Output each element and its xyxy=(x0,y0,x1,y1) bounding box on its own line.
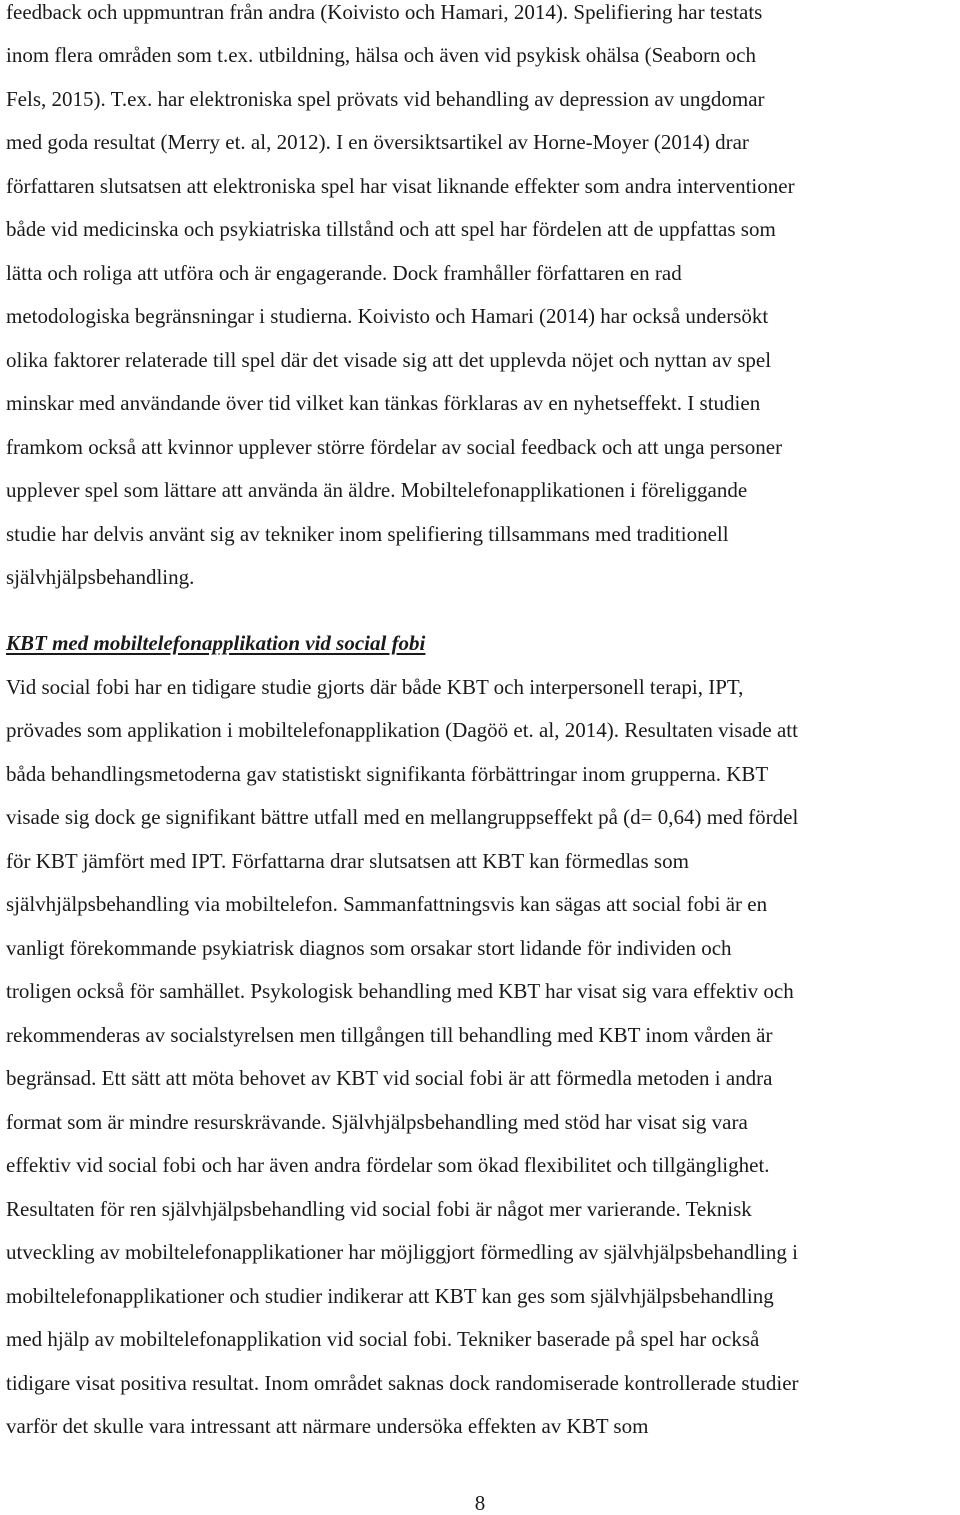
text-line: olika faktorer relaterade till spel där det visade sig att det upplevda nöjet och nyttan av spel xyxy=(6,348,772,372)
text-line: inom flera områden som t.ex. utbildning, hälsa och även vid psykisk ohälsa (Seaborn och xyxy=(6,43,757,67)
text-line: visade sig dock ge signifikant bättre utfall med en mellangruppseffekt på (d= 0,64) med fördel xyxy=(6,805,799,829)
text-line: Resultaten för ren självhjälpsbehandling vid social fobi är något mer varierande. Teknisk xyxy=(6,1197,752,1221)
text-line: begränsad. Ett sätt att möta behovet av KBT vid social fobi är att förmedla metoden i andra xyxy=(6,1066,773,1090)
text-line: vanligt förekommande psykiatrisk diagnos som orsakar stort lidande för individen och xyxy=(6,936,732,960)
text-line: format som är mindre resurskrävande. Självhjälpsbehandling med stöd har visat sig vara xyxy=(6,1110,748,1134)
text-line: upplever spel som lättare att använda än äldre. Mobiltelefonapplikationen i föreliggande xyxy=(6,478,748,502)
text-line: Vid social fobi har en tidigare studie gjorts där både KBT och interpersonell terapi, IPT, xyxy=(6,675,744,699)
text-line: för KBT jämfört med IPT. Författarna drar slutsatsen att KBT kan förmedlas som xyxy=(6,849,689,873)
text-line: varför det skulle vara intressant att närmare undersöka effekten av KBT som xyxy=(6,1414,649,1438)
text-line: författaren slutsatsen att elektroniska spel har visat liknande effekter som andra interventioner xyxy=(6,174,795,198)
text-line: mobiltelefonapplikationer och studier indikerar att KBT kan ges som självhjälpsbehandling xyxy=(6,1284,774,1308)
text-line: med hjälp av mobiltelefonapplikation vid social fobi. Tekniker baserade på spel har också xyxy=(6,1327,760,1351)
text-line: båda behandlingsmetoderna gav statistiskt signifikanta förbättringar inom grupperna. KBT xyxy=(6,762,769,786)
text-line: minskar med användande över tid vilket kan tänkas förklaras av en nyhetseffekt. I studien xyxy=(6,391,761,415)
text-line: både vid medicinska och psykiatriska tillstånd och att spel har fördelen att de uppfattas som xyxy=(6,217,776,241)
text-line: framkom också att kvinnor upplever större fördelar av social feedback och att unga personer xyxy=(6,435,783,459)
text-line: rekommenderas av socialstyrelsen men tillgången till behandling med KBT inom vården är xyxy=(6,1023,773,1047)
text-line: Fels, 2015). T.ex. har elektroniska spel prövats vid behandling av depression av ungdomar xyxy=(6,87,765,111)
section-heading: KBT med mobiltelefonapplikation vid social fobi xyxy=(6,631,426,655)
text-line: lätta och roliga att utföra och är engagerande. Dock framhåller författaren en rad xyxy=(6,261,682,285)
text-line: tidigare visat positiva resultat. Inom området saknas dock randomiserade kontrollerade studier xyxy=(6,1371,799,1395)
text-line: självhjälpsbehandling via mobiltelefon. Sammanfattningsvis kan sägas att social fobi är en xyxy=(6,892,768,916)
text-line: effektiv vid social fobi och har även andra fördelar som ökad flexibilitet och tillgänglighet. xyxy=(6,1153,770,1177)
text-line: utveckling av mobiltelefonapplikationer har möjliggjort förmedling av självhjälpsbehandling i xyxy=(6,1240,798,1264)
text-line: studie har delvis använt sig av tekniker inom spelifiering tillsammans med traditionell xyxy=(6,522,729,546)
text-line: troligen också för samhället. Psykologisk behandling med KBT har visat sig vara effektiv och xyxy=(6,979,794,1003)
text-line: metodologiska begränsningar i studierna. Koivisto och Hamari (2014) har också undersökt xyxy=(6,304,769,328)
text-line: med goda resultat (Merry et. al, 2012). I en översiktsartikel av Horne-Moyer (2014) drar xyxy=(6,130,749,154)
text-line: prövades som applikation i mobiltelefonapplikation (Dagöö et. al, 2014). Resultaten visade att xyxy=(6,718,798,742)
text-line: feedback och uppmuntran från andra (Koivisto och Hamari, 2014). Spelifiering har testats xyxy=(6,0,763,24)
page-number: 8 xyxy=(474,1491,486,1515)
text-line: självhjälpsbehandling. xyxy=(6,565,195,589)
